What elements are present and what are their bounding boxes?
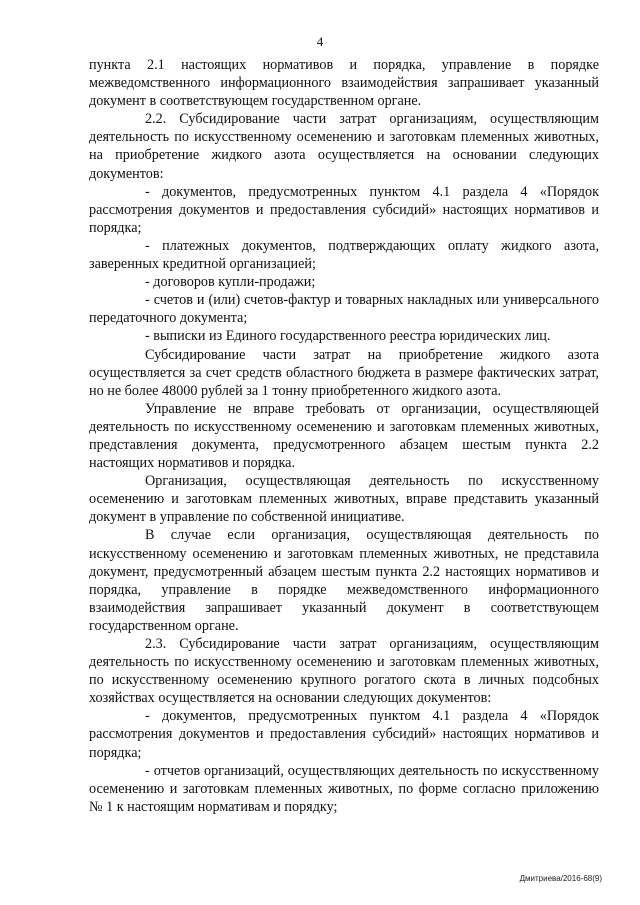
paragraph: Управление не вправе требовать от организации, осуществляющей деятельность по искусственному осеменению и заготовкам племенных животных, представления документа, предусмотренного абзацем шестым пункта 2.2 настоящих нормативов и порядка. <box>89 400 599 472</box>
paragraph: Субсидирование части затрат на приобретение жидкого азота осуществляется за счет средств областного бюджета в размере фактических затрат, но не более 48000 рублей за 1 тонну приобретенного жидкого азота. <box>89 346 599 399</box>
paragraph: В случае если организация, осуществляющая деятельность по искусственному осеменению и заготовкам племенных животных, не представила документ, предусмотренный абзацем шестым пункта 2.2 настоящих нормативов и порядка, управление в порядке межведомственного информационного взаимодействия запрашивает указанный документ в соответствующем государственном органе. <box>89 527 599 634</box>
document-body <box>89 56 599 816</box>
paragraph: - документов, предусмотренных пунктом 4.1 раздела 4 «Порядок рассмотрения документов и предоставления субсидий» настоящих нормативов и порядка; <box>89 183 599 236</box>
paragraph: Организация, осуществляющая деятельность по искусственному осеменению и заготовкам племенных животных, вправе представить указанный документ в управление по собственной инициативе. <box>89 473 599 526</box>
paragraph: - платежных документов, подтверждающих оплату жидкого азота, заверенных кредитной организацией; <box>89 237 599 273</box>
paragraph: - счетов и (или) счетов-фактур и товарных накладных или универсального передаточного документа; <box>89 292 599 327</box>
paragraph: пункта 2.1 настоящих нормативов и порядка, управление в порядке межведомственного информационного взаимодействия запрашивает указанный документ в соответствующем государственном органе. <box>89 57 599 110</box>
footer-document-code: Дмитриева/2016-68(9) <box>519 874 602 883</box>
paragraph: 2.2. Субсидирование части затрат организациям, осуществляющим деятельность по искусственному осеменению и заготовкам племенных животных, на приобретение жидкого азота осуществляется на основании следующих документов: <box>89 111 599 182</box>
paragraph: - отчетов организаций, осуществляющих деятельность по искусственному осеменению и заготовкам племенных животных, по форме согласно приложению № 1 к настоящим нормативам и порядку; <box>89 762 599 815</box>
paragraph: - выписки из Единого государственного реестра юридических лиц. <box>145 328 551 345</box>
paragraph: - документов, предусмотренных пунктом 4.1 раздела 4 «Порядок рассмотрения документов и предоставления субсидий» настоящих нормативов и порядка; <box>89 708 599 761</box>
paragraph: - договоров купли-продажи; <box>145 274 316 291</box>
paragraph: 2.3. Субсидирование части затрат организациям, осуществляющим деятельность по искусственному осеменению и заготовкам племенных животных, по искусственному осеменению крупного рогатого скота в личных подсобных хозяйствах осуществляется на основании следующих документов: <box>89 636 599 707</box>
page-number: 4 <box>316 34 324 49</box>
